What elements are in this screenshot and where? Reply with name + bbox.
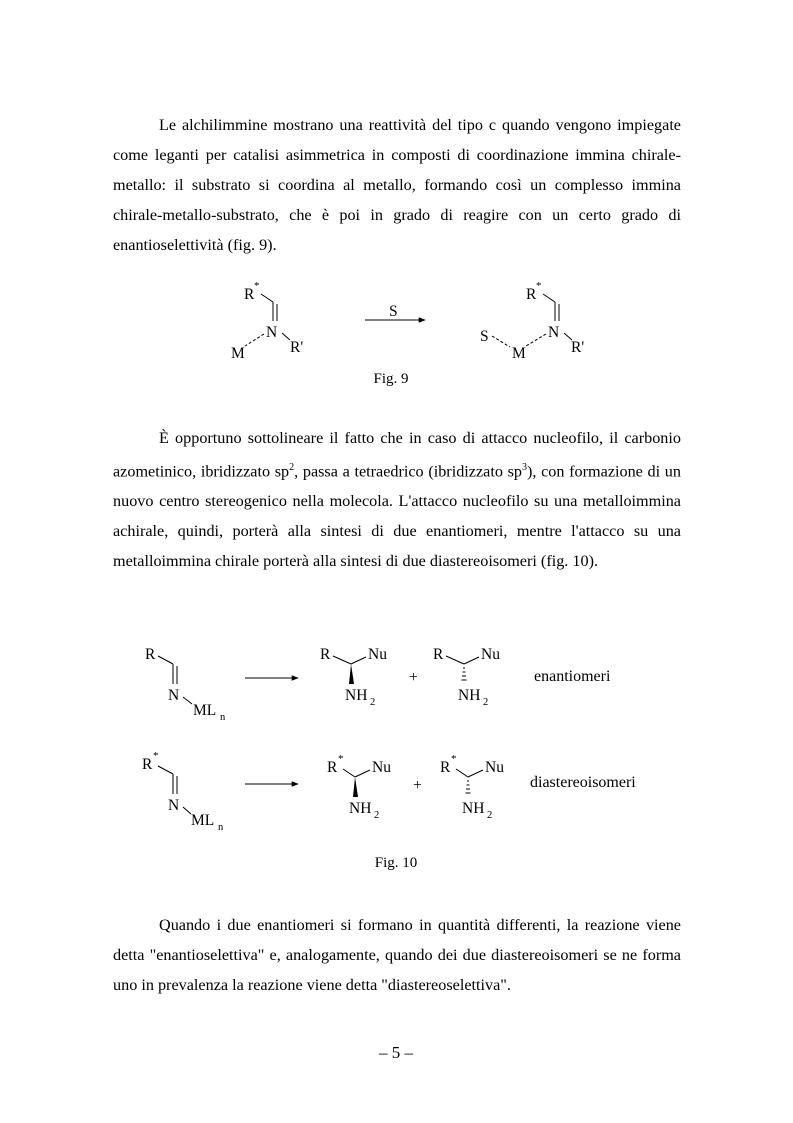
fig10-row1-p1-bond-cnu [351,657,366,664]
fig10-row1-n: N [168,687,180,704]
fig10-row1-imine-r: R [145,646,156,663]
paragraph-2-sup1: 2 [289,462,295,473]
fig10-row1-p2-bond-rc [446,656,464,664]
fig10-row2-label: diastereoisomeri [530,774,636,791]
fig9-reactant-dashed-bond-nm [245,334,264,346]
figure-10 [0,630,793,840]
fig10-row2-imine-r: R [142,756,153,773]
fig10-row1-p1-nu: Nu [368,646,387,663]
fig10-row2-p1-nh: NH [349,800,372,817]
fig10-row2-p1-bond-rc [343,769,355,777]
fig10-row1-bond-rc [158,656,173,664]
fig10-row1-p1-nh: NH [345,687,368,704]
fig10-row1-p1-wedge-bond [349,664,354,684]
paragraph-2-part3: ), con formazione di un nuovo centro stereogenico nella molecola. L'attacco nucleofilo su una metalloimmina achirale, quindi, porterà alla sintesi di due enantiomeri, mentre l'attacco su una metalloimmina chirale porterà alla sintesi di due diastereoisomeri (fig. 10). [113,462,681,571]
fig9-product-bond-rc [543,294,555,302]
fig10-row2-bond-rc [158,766,173,774]
fig9-product-r-prime: R' [571,339,585,356]
fig9-product-s: S [480,328,489,345]
fig9-reactant-r: R [244,286,255,303]
figure-9 [0,270,793,370]
paragraph-3 [113,910,681,1000]
fig10-row2-p2-r: R [440,759,451,776]
fig10-row2-p1-wedge-bond [353,777,358,797]
fig10-row2-ml-sub: n [218,822,224,833]
fig9-reactant-r-prime: R' [290,339,304,356]
fig9-product-m: M [512,345,526,362]
fig10-row1-bond-nml [183,697,192,704]
fig10-row2-bond-nml [183,807,191,814]
fig10-row2-p1-star: * [338,753,344,765]
fig9-reactant-bond-rc [261,294,273,302]
fig10-row1-label: enantiomeri [534,668,611,685]
fig9-reactant-n: N [266,324,278,341]
fig9-product-star: * [536,280,542,292]
paragraph-1 [113,110,681,260]
fig9-arrow-label: S [389,303,398,320]
fig10-row2-p2-bond-rc [456,769,468,777]
paragraph-3-text: Quando i due enantiomeri si formano in quantità differenti, la reazione viene detta "enantioselettiva" e, analogamente, quando dei due diastereoisomeri se ne forma uno in prevalenza la reazione viene detta "diastereoselettiva". [113,916,681,994]
fig10-row1-ml: ML [193,702,217,719]
fig10-row1-plus: + [409,669,418,686]
fig10-row2-p1-r: R [327,759,338,776]
fig10-row1-p2-r: R [433,646,444,663]
fig10-row1-p2-nh: NH [458,687,481,704]
paragraph-1-text: Le alchilimmine mostrano una reattività del tipo c quando vengono impiegate come leganti per catalisi asimmetrica in composti di coordinazione immina chirale-metallo: il substrato si coordina al metallo, formando così un complesso immina chirale-metallo-substrato, che è poi in grado di reagire con un certo grado di enantioselettività (fig. 9). [113,116,681,254]
paragraph-2-sup2: 3 [522,462,527,473]
fig10-row2-imine-star: * [153,750,159,762]
fig9-product-dashed-bond-nm [526,334,546,346]
fig10-row2-n: N [168,797,180,814]
fig10-caption: Fig. 10 [374,855,418,871]
fig10-row2-p2-hash-bond [466,781,471,793]
fig10-row1-ml-sub: n [220,712,226,723]
fig10-row1-p1-sub: 2 [370,697,376,708]
fig10-row2-p2-nh: NH [462,800,485,817]
paragraph-2 [113,423,681,576]
fig10-row1-p2-sub: 2 [483,697,489,708]
fig9-reactant-star: * [254,280,260,292]
fig10-row2-ml: ML [191,812,215,829]
fig10-row2-p1-bond-cnu [355,770,370,777]
fig10-row2-plus: + [413,777,422,794]
fig9-caption: Fig. 9 [373,371,409,387]
fig10-row2-p2-star: * [451,753,457,765]
fig9-reactant-m: M [231,345,245,362]
fig10-row2-p2-bond-cnu [468,770,483,777]
fig9-reactant-bond-nr [282,333,290,340]
fig9-product-r: R [526,286,537,303]
fig10-row1-p2-nu: Nu [481,646,500,663]
fig10-row1-p1-r: R [320,646,331,663]
fig10-row2-p2-sub: 2 [487,810,493,821]
fig10-row1-p2-hash-bond [462,668,467,680]
fig10-row2-p1-sub: 2 [374,810,380,821]
fig9-product-dashed-bond-sm [492,336,510,347]
fig9-product-n: N [548,324,560,341]
fig10-row1-p2-bond-cnu [464,657,479,664]
page-number: – 5 – [379,1043,413,1062]
fig10-row2-p2-nu: Nu [485,759,504,776]
fig10-row1-p1-bond-rc [333,656,351,664]
paragraph-2-part2: , passa a tetraedrico (ibridizzato sp [294,462,522,481]
paragraph-2-part1: È opportuno sottolineare il fatto che in caso di attacco nucleofilo, il carbonio azometinico, ibridizzato sp [113,429,681,481]
fig10-row2-p1-nu: Nu [372,759,391,776]
